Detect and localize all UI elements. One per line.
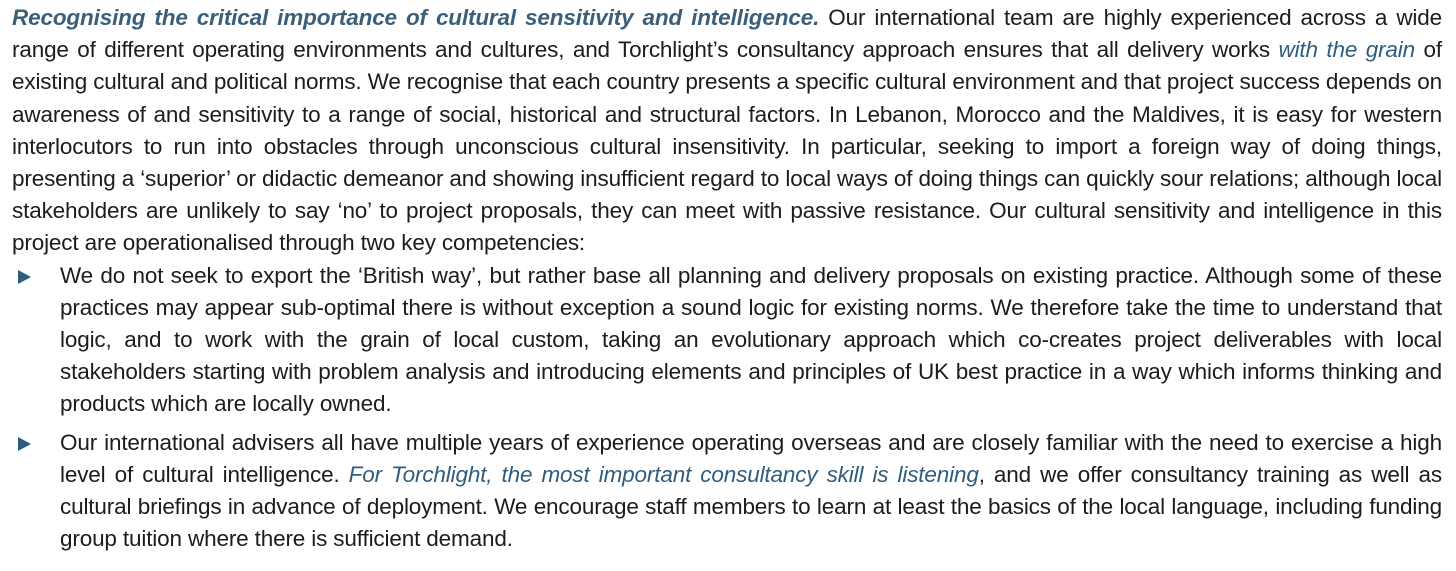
bullet-2-text-after: , and we offer consultancy training as well as cultural briefings in advance of deployment. We encourage staff members to learn at least the basics of the local language, including funding group tuition where there is sufficient demand. (60, 461, 1442, 552)
bullet-2-emphasis: For Torchlight, the most important consultancy skill is listening (348, 461, 979, 487)
intro-emphasis: with the grain (1278, 37, 1416, 63)
triangle-bullet-icon (18, 270, 31, 284)
competency-list (12, 260, 1442, 556)
triangle-bullet-icon (18, 437, 31, 451)
bullet-1-text: We do not seek to export the ‘British way’, but rather base all planning and delivery proposals on existing practice. Although some of these practices may appear sub-optimal there is without exception a sound logic for existing norms. We therefore take the time to understand that logic, and to work with the grain of local custom, taking an evolutionary approach which co-creates project deliverables with local stakeholders starting with problem analysis and introducing elements and principles of UK best practice in a way which informs thinking and products which are locally owned. (60, 262, 1442, 417)
bullet-2-text-before: Our international advisers all have multiple years of experience operating overseas and are closely familiar with the need to exercise a high level of cultural intelligence. (60, 429, 1442, 487)
list-item (12, 260, 1442, 421)
intro-text-1: Our international team are highly experienced across a wide range of different operating environments and cultures, and Torchlight’s consultancy approach ensures that all delivery works (12, 5, 1442, 63)
list-item (12, 427, 1442, 556)
intro-paragraph (12, 2, 1442, 260)
intro-text-2: of existing cultural and political norms. We recognise that each country presents a specific cultural environment and that project success depends on awareness of and sensitivity to a range of social, historical and structural factors. In Lebanon, Morocco and the Maldives, it is easy for western interlocutors to run into obstacles through unconscious cultural insensitivity. In particular, seeking to import a foreign way of doing things, presenting a ‘superior’ or didactic demeanor and showing insufficient regard to local ways of doing things can quickly sour relations; although local stakeholders are unlikely to say ‘no’ to project proposals, they can meet with passive resistance. Our cultural sensitivity and intelligence in this project are operationalised through two key competencies: (12, 37, 1442, 256)
lead-heading: Recognising the critical importance of cultural sensitivity and intelligence. (12, 5, 820, 30)
